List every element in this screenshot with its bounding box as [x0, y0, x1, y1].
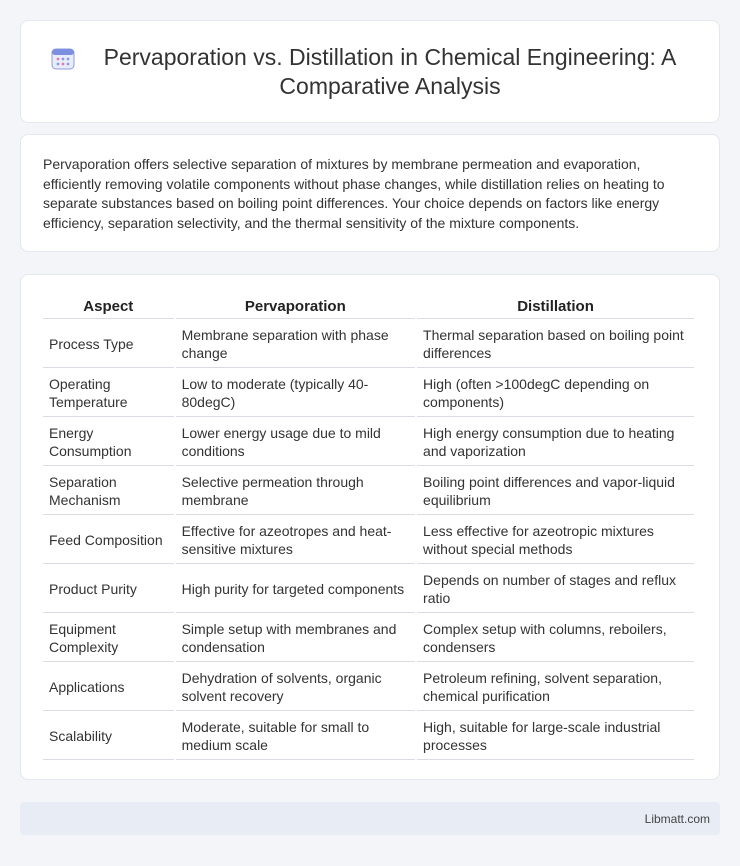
- distillation-cell: High, suitable for large-scale industrial processes: [417, 711, 694, 760]
- distillation-cell: Less effective for azeotropic mixtures without special methods: [417, 515, 694, 564]
- distillation-cell: Thermal separation based on boiling point differences: [417, 319, 694, 368]
- table-row: [43, 564, 694, 613]
- distillation-cell: Petroleum refining, solvent separation, chemical purification: [417, 662, 694, 711]
- intro-card: [20, 134, 720, 252]
- comparison-table-card: [20, 274, 720, 780]
- aspect-cell: Equipment Complexity: [43, 613, 174, 662]
- title-card: [20, 20, 720, 123]
- aspect-cell: Energy Consumption: [43, 417, 174, 466]
- pervaporation-cell: Selective permeation through membrane: [176, 466, 415, 515]
- table-row: [43, 515, 694, 564]
- distillation-cell: Depends on number of stages and reflux ratio: [417, 564, 694, 613]
- intro-paragraph: Pervaporation offers selective separation of mixtures by membrane permeation and evaporation, efficiently removing volatile components without phase changes, while distillation relies on heating to separate substances based on boiling point differences. Your choice depends on factors like energy efficiency, separation selectivity, and the thermal sensitivity of the mixture components.: [43, 156, 665, 231]
- pervaporation-cell: Dehydration of solvents, organic solvent recovery: [176, 662, 415, 711]
- table-row: [43, 417, 694, 466]
- table-row: [43, 466, 694, 515]
- table-row: [43, 368, 694, 417]
- aspect-cell: Product Purity: [43, 564, 174, 613]
- aspect-cell: Scalability: [43, 711, 174, 760]
- distillation-cell: Boiling point differences and vapor-liquid equilibrium: [417, 466, 694, 515]
- table-row: [43, 613, 694, 662]
- comparison-table: [41, 297, 696, 760]
- aspect-cell: Feed Composition: [43, 515, 174, 564]
- table-row: [43, 662, 694, 711]
- aspect-cell: Applications: [43, 662, 174, 711]
- pervaporation-cell: Lower energy usage due to mild conditions: [176, 417, 415, 466]
- header-pervaporation: Pervaporation: [176, 297, 415, 319]
- title-row: [50, 43, 690, 101]
- calendar-icon: [50, 45, 76, 71]
- aspect-cell: Process Type: [43, 319, 174, 368]
- pervaporation-cell: Low to moderate (typically 40-80degC): [176, 368, 415, 417]
- pervaporation-cell: Effective for azeotropes and heat-sensitive mixtures: [176, 515, 415, 564]
- pervaporation-cell: High purity for targeted components: [176, 564, 415, 613]
- header-distillation: Distillation: [417, 297, 694, 319]
- distillation-cell: Complex setup with columns, reboilers, condensers: [417, 613, 694, 662]
- distillation-cell: High energy consumption due to heating and vaporization: [417, 417, 694, 466]
- pervaporation-cell: Membrane separation with phase change: [176, 319, 415, 368]
- distillation-cell: High (often >100degC depending on components): [417, 368, 694, 417]
- aspect-cell: Operating Temperature: [43, 368, 174, 417]
- table-row: [43, 711, 694, 760]
- page-title: Pervaporation vs. Distillation in Chemical Engineering: A Comparative Analysis: [103, 43, 677, 99]
- footer-site-link[interactable]: Libmatt.com: [644, 811, 710, 826]
- pervaporation-cell: Simple setup with membranes and condensation: [176, 613, 415, 662]
- footer: [20, 802, 720, 835]
- header-aspect: Aspect: [43, 297, 174, 319]
- aspect-cell: Separation Mechanism: [43, 466, 174, 515]
- pervaporation-cell: Moderate, suitable for small to medium scale: [176, 711, 415, 760]
- table-row: [43, 319, 694, 368]
- table-header-row: [43, 297, 694, 319]
